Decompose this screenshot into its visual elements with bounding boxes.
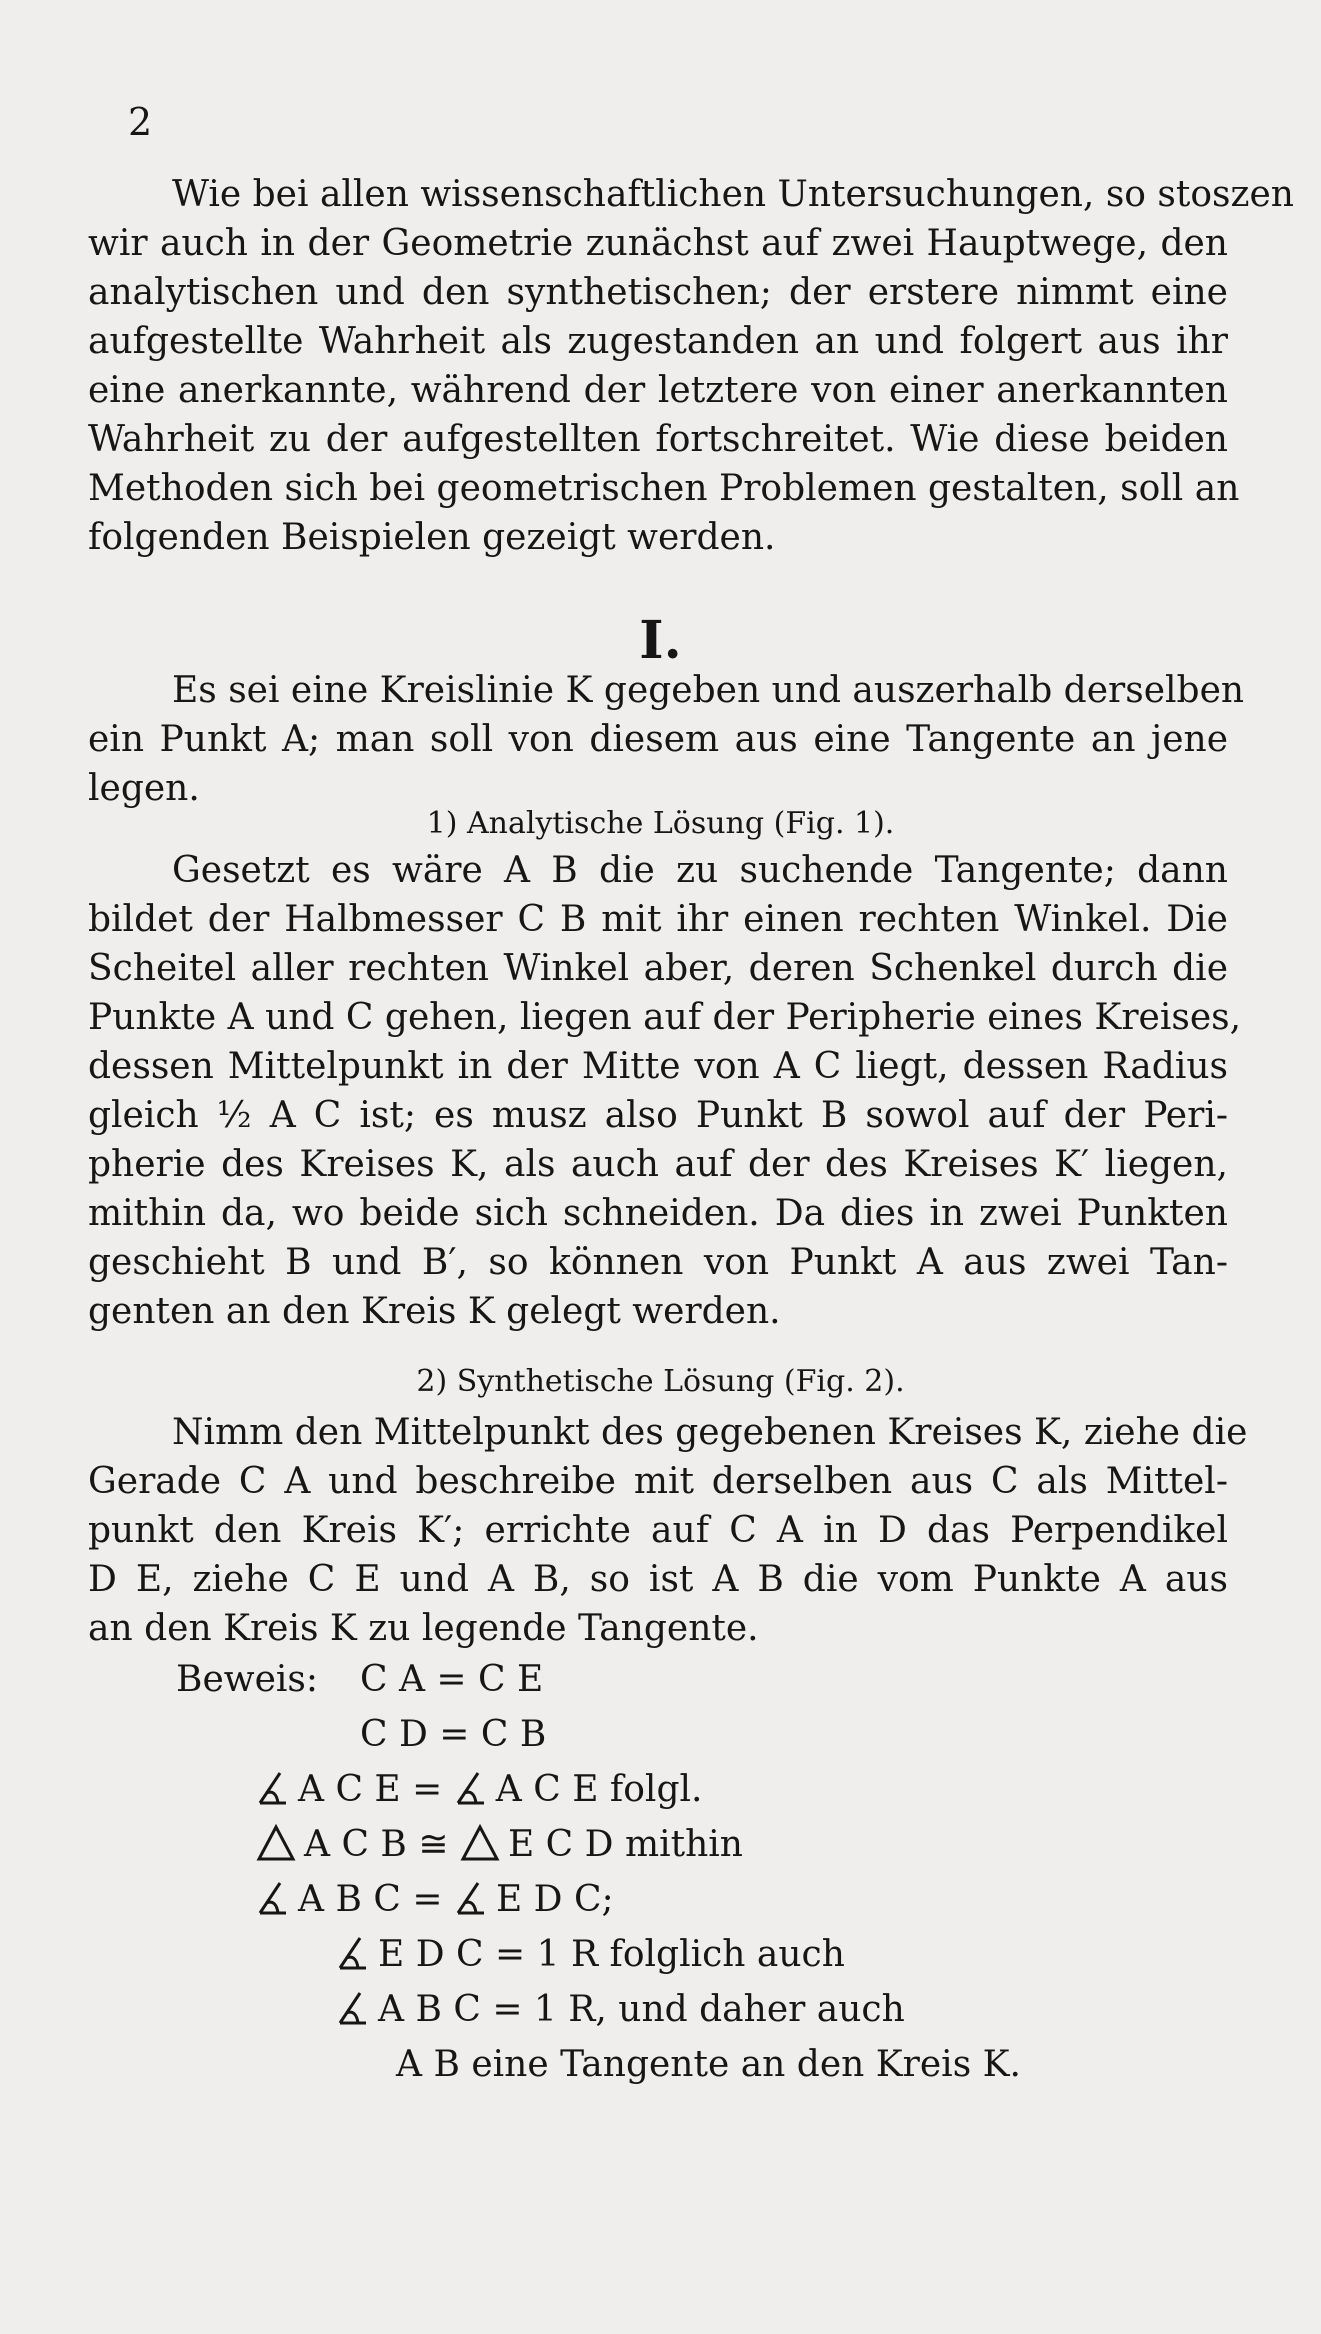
proof-statement: A B C = [298,1879,443,1920]
section-number: I. [639,610,682,671]
text-line: Wie bei allen wissenschaftlichen Untersuchungen, so stoszen [172,174,1294,215]
text-line: Gerade C A und beschreibe mit derselben aus C als Mittel- [88,1461,1228,1502]
text-line: folgenden Beispielen gezeigt werden. [88,517,776,558]
text-line: eine anerkannte, während der letztere von einer anerkannten [88,370,1228,411]
synthetic-heading: 2) Synthetische Lösung (Fig. 2). [416,1364,905,1399]
proof-row [336,1982,1021,2037]
text-line: D E, ziehe C E und A B, so ist A B die vom Punkte A aus [88,1559,1228,1600]
proof-statement-tail: E C D mithin [507,1824,743,1865]
text-line: legen. [88,768,200,809]
problem-paragraph [88,666,1245,813]
proof-statement: A B eine Tangente an den Kreis K. [396,2044,1021,2085]
proof-statement: A B C = 1 R, und daher auch [378,1989,905,2030]
angle-icon [454,1769,488,1807]
proof-row [176,1707,1021,1762]
text-line: gleich ½ A C ist; es musz also Punkt B sowol auf der Peri- [88,1095,1228,1136]
analytic-paragraph [88,846,1242,1336]
proof-statement-tail: E D C; [495,1879,614,1920]
text-line: Methoden sich bei geometrischen Problemen gestalten, soll an [88,468,1240,509]
angle-icon [336,1989,370,2027]
text-line: aufgestellte Wahrheit als zugestanden an und folgert aus ihr [88,321,1228,362]
text-line: Es sei eine Kreislinie K gegeben und auszerhalb derselben [172,670,1245,711]
proof-row [256,1762,1021,1817]
proof-statement: E D C = 1 R folglich auch [378,1934,845,1975]
triangle-icon [460,1824,500,1862]
proof-statement: A C E = [298,1769,443,1810]
text-line: Gesetzt es wäre A B die zu suchende Tangente; dann [172,850,1228,891]
proof-statement: C D = C B [360,1714,547,1755]
intro-paragraph [88,170,1294,562]
proof-row [336,1927,1021,1982]
proof-row [256,1817,1021,1872]
angle-icon [256,1879,290,1917]
triangle-icon [256,1824,296,1862]
text-line: punkt den Kreis K′; errichte auf C A in D das Perpendikel [88,1510,1228,1551]
text-line: ein Punkt A; man soll von diesem aus eine Tangente an jene [88,719,1228,760]
text-line: bildet der Halbmesser C B mit ihr einen rechten Winkel. Die [88,899,1228,940]
text-line: Punkte A und C gehen, liegen auf der Peripherie eines Kreises, [88,997,1242,1038]
text-line: genten an den Kreis K gelegt werden. [88,1291,781,1332]
proof-row [176,1652,1021,1707]
text-line: geschieht B und B′, so können von Punkt A aus zwei Tan- [88,1242,1228,1283]
analytic-heading: 1) Analytische Lösung (Fig. 1). [426,806,895,841]
proof-statement: C A = C E [360,1659,544,1700]
synthetic-paragraph [88,1408,1248,1653]
proof-row [256,1872,1021,1927]
proof-label: Beweis: [176,1659,318,1700]
angle-icon [336,1934,370,1972]
text-line: wir auch in der Geometrie zunächst auf zwei Hauptwege, den [88,223,1228,264]
proof-block [176,1652,1021,2092]
proof-row [396,2037,1021,2092]
text-line: analytischen und den synthetischen; der erstere nimmt eine [88,272,1228,313]
text-line: Wahrheit zu der aufgestellten fortschreitet. Wie diese beiden [88,419,1228,460]
text-line: pherie des Kreises K, als auch auf der des Kreises K′ liegen, [88,1144,1228,1185]
angle-icon [256,1769,290,1807]
angle-icon [454,1879,488,1917]
text-line: mithin da, wo beide sich schneiden. Da dies in zwei Punkten [88,1193,1228,1234]
text-line: dessen Mittelpunkt in der Mitte von A C liegt, dessen Radius [88,1046,1228,1087]
text-line: Nimm den Mittelpunkt des gegebenen Kreises K, ziehe die [172,1412,1248,1453]
proof-statement-tail: A C E folgl. [495,1769,703,1810]
text-line: Scheitel aller rechten Winkel aber, deren Schenkel durch die [88,948,1228,989]
proof-statement: A C B ≅ [304,1824,449,1865]
page-number: 2 [128,100,153,144]
text-line: an den Kreis K zu legende Tangente. [88,1608,759,1649]
